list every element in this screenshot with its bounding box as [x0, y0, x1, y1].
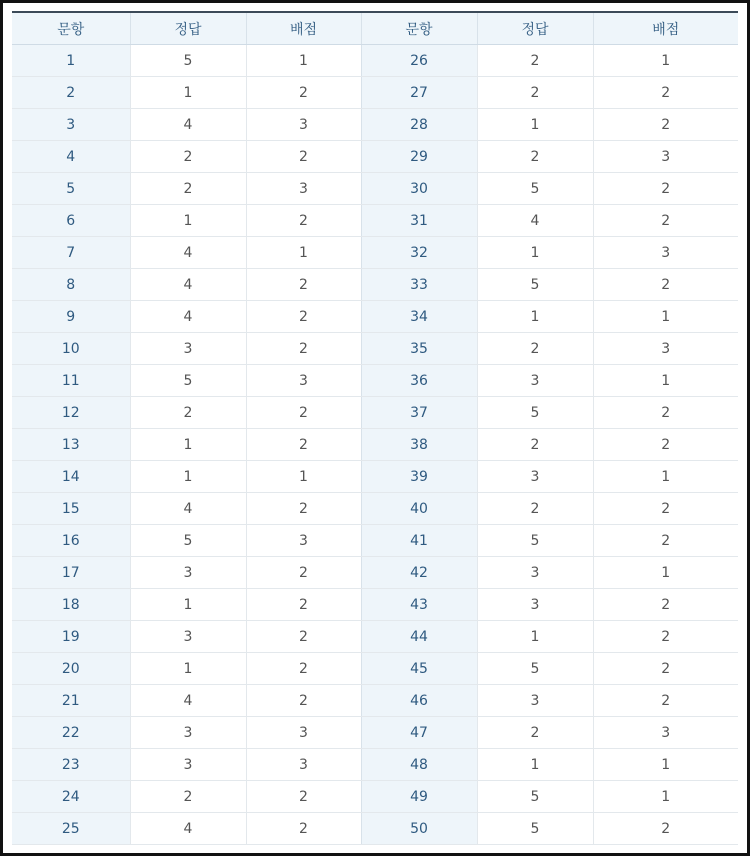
answer-cell: 2 — [130, 397, 246, 429]
points-cell: 2 — [593, 429, 738, 461]
question-number-cell: 48 — [361, 749, 477, 781]
question-number-cell: 46 — [361, 685, 477, 717]
answer-cell: 3 — [477, 461, 593, 493]
points-cell: 2 — [246, 77, 361, 109]
answer-cell: 4 — [130, 237, 246, 269]
answer-cell: 3 — [477, 557, 593, 589]
question-number-cell: 49 — [361, 781, 477, 813]
table-row — [12, 237, 738, 269]
question-number-cell: 45 — [361, 653, 477, 685]
answer-cell: 2 — [130, 781, 246, 813]
answer-cell: 1 — [477, 621, 593, 653]
question-number-cell: 11 — [12, 365, 130, 397]
points-cell: 2 — [593, 269, 738, 301]
question-number-cell: 33 — [361, 269, 477, 301]
header-question-right: 문항 — [361, 12, 477, 45]
answer-cell: 1 — [477, 237, 593, 269]
question-number-cell: 43 — [361, 589, 477, 621]
question-number-cell: 27 — [361, 77, 477, 109]
points-cell: 3 — [246, 717, 361, 749]
answer-cell: 4 — [130, 493, 246, 525]
answer-cell: 5 — [477, 813, 593, 845]
header-points-left: 배점 — [246, 12, 361, 45]
points-cell: 1 — [246, 461, 361, 493]
question-number-cell: 13 — [12, 429, 130, 461]
points-cell: 3 — [246, 749, 361, 781]
answer-cell: 5 — [130, 45, 246, 77]
question-number-cell: 5 — [12, 173, 130, 205]
table-row — [12, 557, 738, 589]
answer-cell: 5 — [477, 397, 593, 429]
answer-cell: 2 — [477, 141, 593, 173]
answer-cell: 1 — [130, 461, 246, 493]
question-number-cell: 44 — [361, 621, 477, 653]
question-number-cell: 24 — [12, 781, 130, 813]
header-row — [12, 12, 738, 45]
points-cell: 3 — [246, 525, 361, 557]
table-row — [12, 781, 738, 813]
points-cell: 3 — [593, 141, 738, 173]
question-number-cell: 6 — [12, 205, 130, 237]
question-number-cell: 15 — [12, 493, 130, 525]
points-cell: 2 — [593, 653, 738, 685]
points-cell: 1 — [246, 237, 361, 269]
table-row — [12, 749, 738, 781]
table-row — [12, 493, 738, 525]
points-cell: 2 — [246, 397, 361, 429]
table-row — [12, 141, 738, 173]
question-number-cell: 41 — [361, 525, 477, 557]
points-cell: 1 — [246, 45, 361, 77]
header-answer-left: 정답 — [130, 12, 246, 45]
table-row — [12, 205, 738, 237]
points-cell: 2 — [593, 397, 738, 429]
points-cell: 2 — [593, 525, 738, 557]
points-cell: 2 — [246, 589, 361, 621]
question-number-cell: 9 — [12, 301, 130, 333]
table-body — [12, 45, 738, 845]
answer-cell: 3 — [477, 589, 593, 621]
points-cell: 2 — [593, 493, 738, 525]
points-cell: 3 — [593, 237, 738, 269]
answer-cell: 1 — [130, 205, 246, 237]
answer-cell: 2 — [477, 77, 593, 109]
points-cell: 1 — [593, 301, 738, 333]
answer-cell: 3 — [130, 749, 246, 781]
question-number-cell: 34 — [361, 301, 477, 333]
answer-cell: 1 — [477, 109, 593, 141]
points-cell: 2 — [246, 333, 361, 365]
header-answer-right: 정답 — [477, 12, 593, 45]
points-cell: 2 — [246, 205, 361, 237]
answer-cell: 3 — [130, 621, 246, 653]
table-row — [12, 525, 738, 557]
table-row — [12, 589, 738, 621]
question-number-cell: 12 — [12, 397, 130, 429]
question-number-cell: 30 — [361, 173, 477, 205]
question-number-cell: 26 — [361, 45, 477, 77]
question-number-cell: 47 — [361, 717, 477, 749]
answer-cell: 4 — [130, 109, 246, 141]
question-number-cell: 14 — [12, 461, 130, 493]
question-number-cell: 22 — [12, 717, 130, 749]
question-number-cell: 37 — [361, 397, 477, 429]
answer-cell: 5 — [477, 173, 593, 205]
question-number-cell: 3 — [12, 109, 130, 141]
answer-cell: 3 — [130, 557, 246, 589]
points-cell: 2 — [593, 77, 738, 109]
points-cell: 2 — [593, 205, 738, 237]
answer-cell: 5 — [477, 781, 593, 813]
answer-cell: 5 — [477, 525, 593, 557]
answer-cell: 5 — [477, 653, 593, 685]
question-number-cell: 19 — [12, 621, 130, 653]
answer-cell: 3 — [130, 717, 246, 749]
answer-cell: 2 — [130, 141, 246, 173]
table-row — [12, 109, 738, 141]
question-number-cell: 32 — [361, 237, 477, 269]
points-cell: 2 — [246, 781, 361, 813]
points-cell: 2 — [246, 813, 361, 845]
table-row — [12, 173, 738, 205]
answer-cell: 3 — [477, 685, 593, 717]
answer-cell: 2 — [477, 333, 593, 365]
table-row — [12, 365, 738, 397]
answer-cell: 4 — [130, 269, 246, 301]
question-number-cell: 16 — [12, 525, 130, 557]
points-cell: 2 — [246, 301, 361, 333]
question-number-cell: 1 — [12, 45, 130, 77]
points-cell: 3 — [593, 717, 738, 749]
answer-cell: 4 — [130, 813, 246, 845]
table-row — [12, 461, 738, 493]
question-number-cell: 36 — [361, 365, 477, 397]
points-cell: 3 — [593, 333, 738, 365]
points-cell: 1 — [593, 781, 738, 813]
points-cell: 2 — [246, 141, 361, 173]
answer-cell: 5 — [130, 525, 246, 557]
table-row — [12, 301, 738, 333]
points-cell: 2 — [593, 109, 738, 141]
question-number-cell: 29 — [361, 141, 477, 173]
points-cell: 2 — [246, 685, 361, 717]
points-cell: 2 — [593, 685, 738, 717]
question-number-cell: 38 — [361, 429, 477, 461]
points-cell: 2 — [246, 653, 361, 685]
answer-table-container — [12, 11, 738, 845]
answer-cell: 1 — [130, 77, 246, 109]
answer-cell: 1 — [130, 429, 246, 461]
question-number-cell: 39 — [361, 461, 477, 493]
points-cell: 2 — [246, 493, 361, 525]
question-number-cell: 17 — [12, 557, 130, 589]
table-row — [12, 717, 738, 749]
points-cell: 3 — [246, 109, 361, 141]
question-number-cell: 8 — [12, 269, 130, 301]
question-number-cell: 25 — [12, 813, 130, 845]
answer-cell: 1 — [477, 749, 593, 781]
table-row — [12, 685, 738, 717]
question-number-cell: 4 — [12, 141, 130, 173]
points-cell: 1 — [593, 461, 738, 493]
question-number-cell: 31 — [361, 205, 477, 237]
table-row — [12, 813, 738, 845]
points-cell: 2 — [593, 173, 738, 205]
answer-cell: 1 — [477, 301, 593, 333]
answer-cell: 2 — [477, 429, 593, 461]
answer-cell: 2 — [477, 45, 593, 77]
answer-cell: 4 — [130, 301, 246, 333]
points-cell: 2 — [246, 621, 361, 653]
points-cell: 2 — [246, 557, 361, 589]
table-row — [12, 397, 738, 429]
question-number-cell: 35 — [361, 333, 477, 365]
header-question-left: 문항 — [12, 12, 130, 45]
question-number-cell: 2 — [12, 77, 130, 109]
answer-cell: 2 — [477, 493, 593, 525]
question-number-cell: 50 — [361, 813, 477, 845]
table-row — [12, 653, 738, 685]
question-number-cell: 42 — [361, 557, 477, 589]
question-number-cell: 18 — [12, 589, 130, 621]
answer-cell: 5 — [130, 365, 246, 397]
question-number-cell: 21 — [12, 685, 130, 717]
points-cell: 2 — [246, 269, 361, 301]
points-cell: 2 — [593, 589, 738, 621]
points-cell: 2 — [593, 621, 738, 653]
question-number-cell: 28 — [361, 109, 477, 141]
answer-cell: 1 — [130, 589, 246, 621]
points-cell: 1 — [593, 557, 738, 589]
answer-cell: 2 — [130, 173, 246, 205]
question-number-cell: 7 — [12, 237, 130, 269]
header-points-right: 배점 — [593, 12, 738, 45]
points-cell: 2 — [593, 813, 738, 845]
points-cell: 3 — [246, 173, 361, 205]
answer-cell: 2 — [477, 717, 593, 749]
table-row — [12, 77, 738, 109]
answer-cell: 4 — [477, 205, 593, 237]
answer-cell: 3 — [130, 333, 246, 365]
answer-cell: 4 — [130, 685, 246, 717]
question-number-cell: 40 — [361, 493, 477, 525]
points-cell: 1 — [593, 365, 738, 397]
question-number-cell: 10 — [12, 333, 130, 365]
points-cell: 3 — [246, 365, 361, 397]
table-row — [12, 429, 738, 461]
question-number-cell: 23 — [12, 749, 130, 781]
table-row — [12, 269, 738, 301]
question-number-cell: 20 — [12, 653, 130, 685]
table-row — [12, 621, 738, 653]
points-cell: 1 — [593, 749, 738, 781]
table-row — [12, 45, 738, 77]
answer-cell: 1 — [130, 653, 246, 685]
answer-key-table — [12, 11, 738, 845]
points-cell: 2 — [246, 429, 361, 461]
table-row — [12, 333, 738, 365]
answer-cell: 5 — [477, 269, 593, 301]
table-header — [12, 12, 738, 45]
points-cell: 1 — [593, 45, 738, 77]
answer-cell: 3 — [477, 365, 593, 397]
